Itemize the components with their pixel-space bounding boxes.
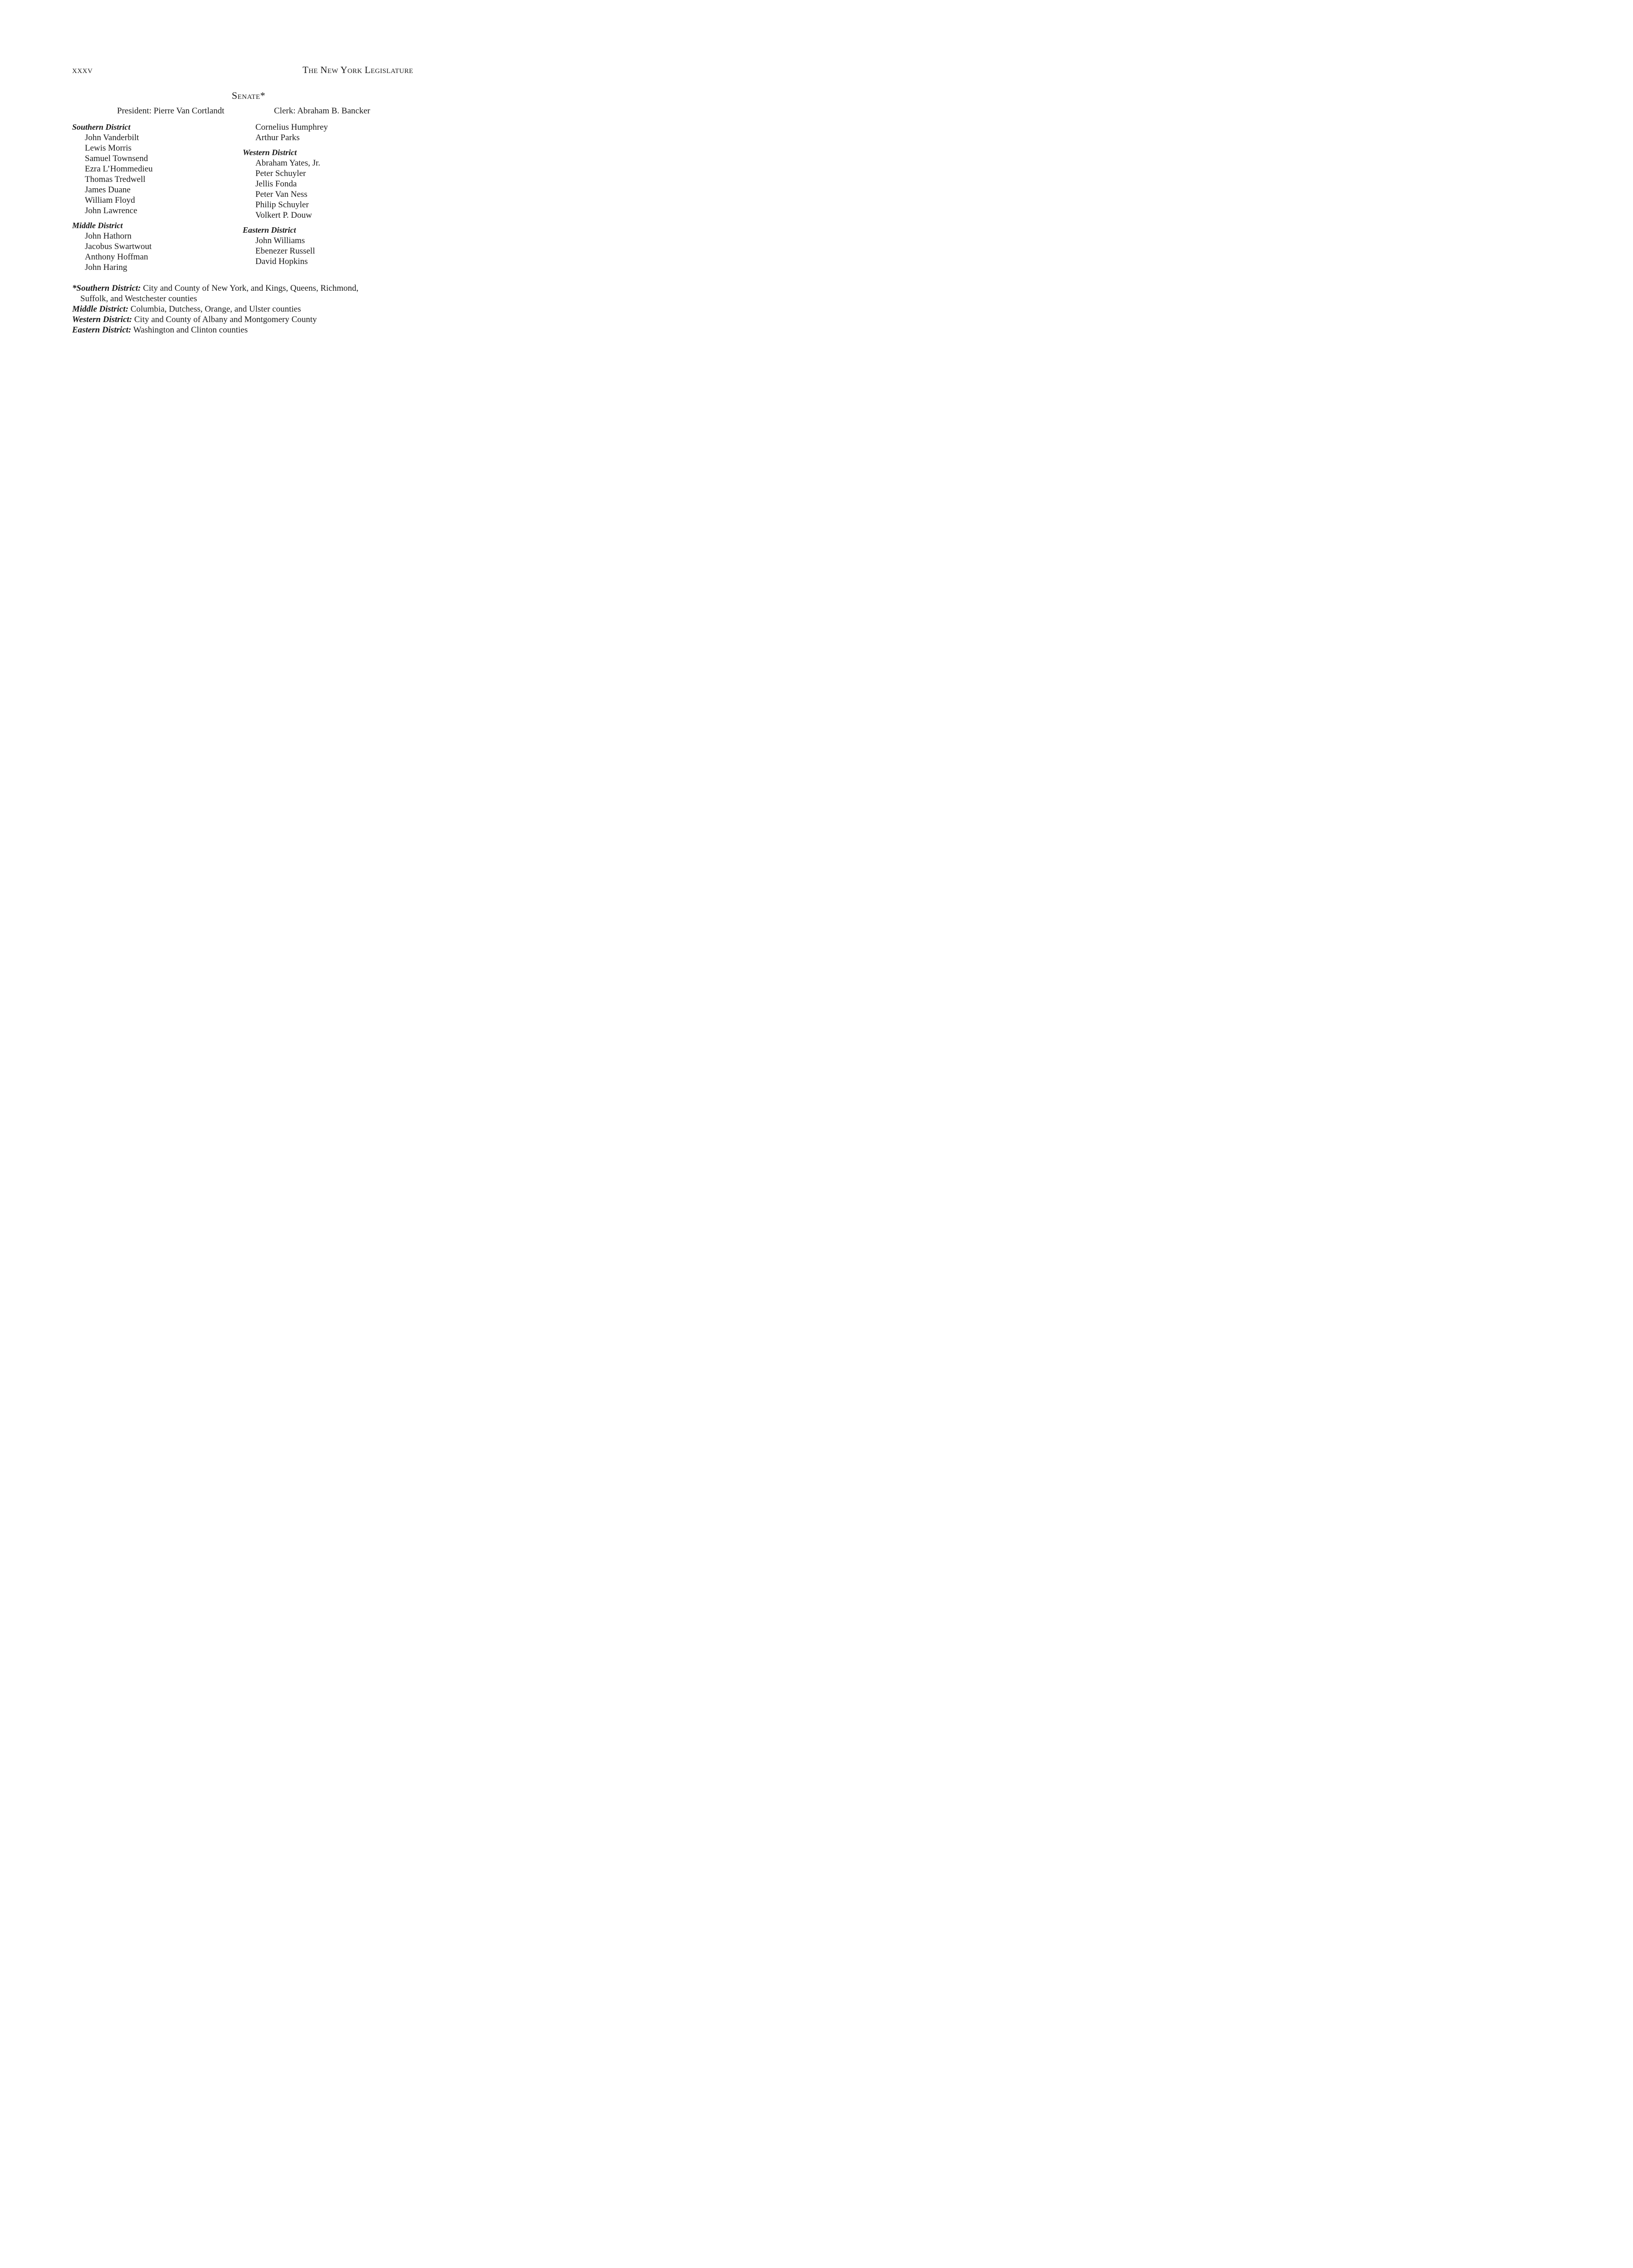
member-name: Ezra L’Hommedieu	[85, 164, 153, 174]
member-name: Jacobus Swartwout	[85, 242, 152, 251]
section-title: Senate*	[231, 90, 266, 101]
page-number: xxxv	[72, 64, 93, 75]
member-name: Peter Schuyler	[255, 169, 306, 178]
footnote-middle	[72, 304, 390, 314]
running-head	[72, 64, 413, 76]
member-name: Lewis Morris	[85, 143, 132, 153]
book-title: The New York Legislature	[303, 64, 413, 75]
member-name: John Haring	[85, 263, 127, 272]
district-footnotes	[72, 283, 390, 335]
member-name: John Hathorn	[85, 231, 132, 241]
clerk-label: Clerk: Abraham B. Bancker	[274, 106, 371, 116]
district-heading-western: Western District	[243, 148, 297, 157]
footnote-label: Eastern District:	[72, 325, 132, 335]
member-name: John Lawrence	[85, 206, 137, 215]
member-name: Ebenezer Russell	[255, 246, 315, 256]
member-name: Anthony Hoffman	[85, 252, 148, 262]
member-name: Jellis Fonda	[255, 179, 297, 189]
member-name: Samuel Townsend	[85, 154, 148, 163]
member-name: Thomas Tredwell	[85, 175, 146, 184]
president-label: President: Pierre Van Cortlandt	[117, 106, 225, 116]
member-name: James Duane	[85, 185, 131, 195]
officers-line	[117, 106, 389, 118]
footnote-text: City and County of Albany and Montgomery County	[132, 315, 317, 324]
footnote-text: City and County of New York, and Kings, Queens, Richmond,	[141, 284, 359, 293]
member-name: David Hopkins	[255, 257, 308, 266]
left-column	[72, 122, 235, 273]
footnote-text: Columbia, Dutchess, Orange, and Ulster counties	[128, 304, 301, 314]
member-name: William Floyd	[85, 196, 135, 205]
footnote-eastern	[72, 325, 390, 335]
member-name: Arthur Parks	[255, 133, 300, 142]
member-name: Volkert P. Douw	[255, 210, 312, 220]
spacer	[243, 220, 406, 225]
footnote-label: *Southern District:	[72, 284, 141, 293]
spacer	[72, 216, 235, 220]
right-column	[243, 122, 406, 267]
member-name: Philip Schuyler	[255, 200, 309, 210]
member-name: Abraham Yates, Jr.	[255, 158, 321, 168]
district-heading-southern: Southern District	[72, 122, 131, 132]
footnote-label: Western District:	[72, 315, 132, 324]
footnote-text: Washington and Clinton counties	[131, 325, 248, 335]
spacer	[243, 143, 406, 147]
district-heading-middle: Middle District	[72, 221, 123, 230]
member-name: John Vanderbilt	[85, 133, 139, 142]
footnote-western	[72, 314, 390, 325]
member-name: Cornelius Humphrey	[255, 122, 328, 132]
district-heading-eastern: Eastern District	[243, 225, 296, 235]
member-name: Peter Van Ness	[255, 190, 308, 199]
member-name: John Williams	[255, 236, 305, 245]
footnote-southern	[72, 283, 390, 293]
footnote-continuation: Suffolk, and Westchester counties	[80, 294, 197, 303]
footnote-label: Middle District:	[72, 304, 129, 314]
